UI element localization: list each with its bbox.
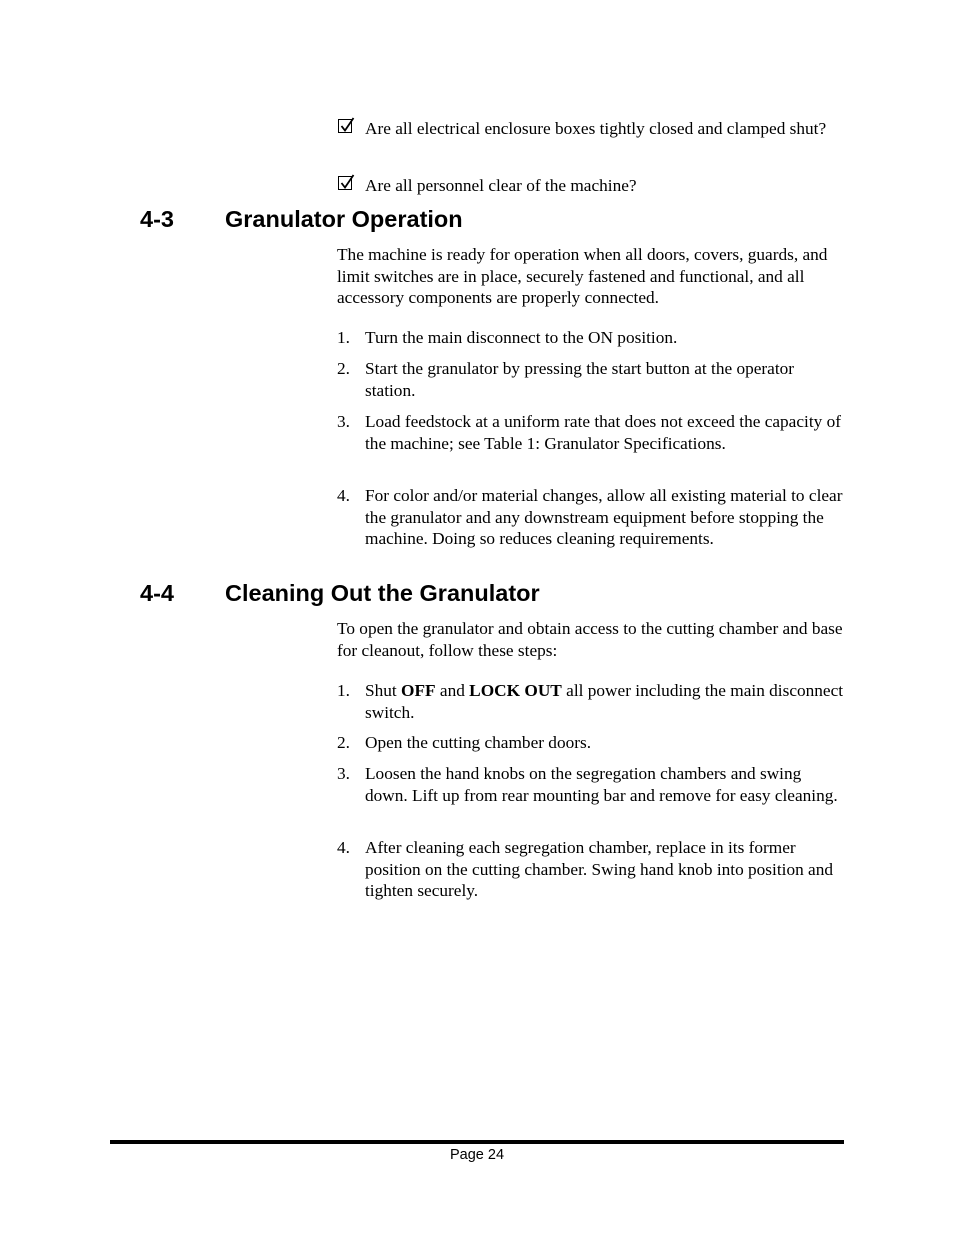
checklist-item-text: Are all personnel clear of the machine? <box>365 176 637 195</box>
step-number: 3. <box>337 764 350 783</box>
bold-emphasis: LOCK OUT <box>469 681 562 700</box>
section-intro: To open the granulator and obtain access to the cutting chamber and base for cleanout, follow these steps: <box>337 619 843 660</box>
step-number: 4. <box>337 486 350 505</box>
step-text <box>365 680 847 723</box>
section-number: 4-4 <box>140 580 174 606</box>
step-number: 2. <box>337 359 350 378</box>
section-intro: The machine is ready for operation when all doors, covers, guards, and limit switches are in place, securely fastened and functional, and all accessory components are properly connected. <box>337 245 828 308</box>
step-text: Start the granulator by pressing the start button at the operator station. <box>365 359 795 400</box>
checklist-item-text: Are all electrical enclosure boxes tightly closed and clamped shut? <box>365 119 827 138</box>
step-text: Open the cutting chamber doors. <box>365 733 592 752</box>
step-text: Load feedstock at a uniform rate that does not exceed the capacity of the machine; see Table 1: Granulator Specifications. <box>365 412 841 453</box>
page-number: Page 24 <box>449 1147 505 1163</box>
section-title: Granulator Operation <box>225 206 463 232</box>
checked-box-icon <box>338 119 352 133</box>
section-title: Cleaning Out the Granulator <box>225 580 540 606</box>
step-number: 3. <box>337 412 350 431</box>
step-number: 1. <box>337 681 350 700</box>
footer-rule <box>110 1140 844 1144</box>
step-text-part: and <box>435 681 470 700</box>
step-text-part: Shut <box>365 681 402 700</box>
step-number: 2. <box>337 733 350 752</box>
step-number: 1. <box>337 328 350 347</box>
bold-emphasis: OFF <box>401 681 436 700</box>
section-number: 4-3 <box>140 206 174 232</box>
step-text: After cleaning each segregation chamber, replace in its former position on the cutting chamber. Swing hand knob into position and tighten securely. <box>365 838 833 901</box>
checked-box-icon <box>338 176 352 190</box>
step-text: For color and/or material changes, allow all existing material to clear the granulator and any downstream equipment before stopping the machine. Doing so reduces cleaning requirements. <box>365 486 843 549</box>
step-text: Loosen the hand knobs on the segregation chambers and swing down. Lift up from rear mounting bar and remove for easy cleaning. <box>365 764 838 805</box>
step-text: Turn the main disconnect to the ON position. <box>365 328 678 347</box>
step-text-part: all power including the main disconnect switch. <box>365 681 844 722</box>
step-number: 4. <box>337 838 350 857</box>
